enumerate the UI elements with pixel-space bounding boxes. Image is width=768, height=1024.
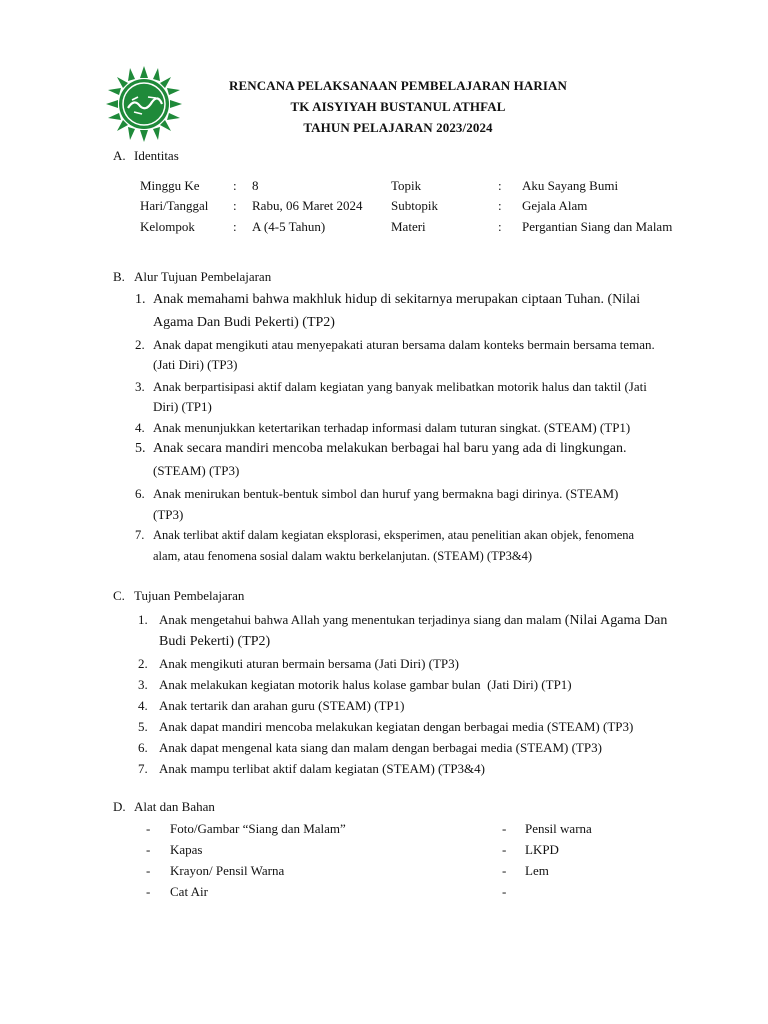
bullet-dash: - (502, 884, 507, 899)
colon: : (498, 198, 502, 213)
academic-year: TAHUN PELAJARAN 2023/2024 (303, 120, 493, 135)
identity-row (0, 219, 768, 237)
item-text-emph: (Nilai Agama Dan (564, 613, 668, 628)
section-b-heading (113, 269, 271, 285)
material-item: Krayon/ Pensil Warna (170, 863, 285, 878)
item-text: Anak tertarik dan arahan guru (STEAM) (TP1) (159, 698, 405, 713)
identity-value: Pergantian Siang dan Malam (522, 219, 673, 234)
item-text: Anak menirukan bentuk-bentuk simbol dan huruf yang bermakna bagi dirinya. (STEAM) (153, 486, 619, 501)
section-letter: B. (113, 269, 125, 284)
item-text: Anak mengetahui bahwa Allah yang menentukan terjadinya siang dan malam (159, 612, 565, 627)
material-item: Kapas (170, 842, 203, 857)
material-item: Lem (525, 863, 549, 878)
item-text: Anak terlibat aktif dalam kegiatan eksplorasi, eksperimen, atau penelitian akan objek, fenomena (153, 528, 635, 542)
school-name: TK AISYIYAH BUSTANUL ATHFAL (290, 99, 506, 114)
item-text: Anak mengikuti aturan bermain bersama (Jati Diri) (TP3) (159, 656, 459, 671)
item-number: 4. (135, 420, 145, 435)
colon: : (498, 178, 502, 193)
identity-row (0, 178, 768, 196)
item-number: 6. (135, 486, 145, 501)
colon: : (233, 198, 237, 213)
material-item: LKPD (525, 842, 559, 857)
item-text-cont: Budi Pekerti) (TP2) (159, 634, 271, 649)
identity-row (0, 198, 768, 216)
identity-key: Kelompok (140, 219, 195, 234)
item-text: Anak dapat mengenal kata siang dan malam dengan berbagai media (STEAM) (TP3) (159, 740, 602, 755)
material-item: Foto/Gambar “Siang dan Malam” (170, 821, 346, 836)
identity-value: A (4-5 Tahun) (252, 219, 326, 234)
item-text: Anak mampu terlibat aktif dalam kegiatan (STEAM) (TP3&4) (159, 761, 485, 776)
identity-key: Materi (391, 219, 426, 234)
section-title: Alur Tujuan Pembelajaran (134, 269, 272, 284)
section-title: Identitas (134, 148, 179, 163)
identity-key: Hari/Tanggal (140, 198, 209, 213)
item-text-cont: (STEAM) (TP3) (153, 463, 240, 478)
bullet-dash: - (146, 884, 151, 899)
item-number: 7. (135, 528, 145, 542)
item-text: Anak berpartisipasi aktif dalam kegiatan yang banyak melibatkan motorik halus dan taktil (Jati (153, 379, 647, 394)
section-a-heading (113, 148, 179, 164)
identity-key: Topik (391, 178, 422, 193)
identity-value: Gejala Alam (522, 198, 588, 213)
item-text-cont: (Jati Diri) (TP3) (153, 357, 238, 372)
section-letter: C. (113, 588, 125, 603)
item-text: Anak secara mandiri mencoba melakukan berbagai hal baru yang ada di lingkungan. (153, 441, 627, 456)
bullet-dash: - (146, 842, 151, 857)
item-text: Anak menunjukkan ketertarikan terhadap informasi dalam tuturan singkat. (STEAM) (TP1) (153, 420, 631, 435)
item-text: Anak memahami bahwa makhluk hidup di sekitarnya merupakan ciptaan Tuhan. (Nilai (153, 292, 641, 307)
material-item: Pensil warna (525, 821, 592, 836)
bullet-dash: - (146, 863, 151, 878)
identity-value: Rabu, 06 Maret 2024 (252, 198, 363, 213)
item-number: 3. (135, 379, 145, 394)
bullet-dash: - (502, 842, 507, 857)
section-letter: D. (113, 799, 126, 814)
identity-value: Aku Sayang Bumi (522, 178, 619, 193)
item-number: 7. (138, 761, 148, 776)
colon: : (498, 219, 502, 234)
colon: : (233, 219, 237, 234)
item-number: 1. (138, 612, 148, 627)
bullet-dash: - (502, 863, 507, 878)
item-text: Anak melakukan kegiatan motorik halus kolase gambar bulan (Jati Diri) (TP1) (159, 677, 572, 692)
item-number: 5. (138, 719, 148, 734)
colon: : (233, 178, 237, 193)
item-number: 4. (138, 698, 148, 713)
item-number: 2. (135, 337, 145, 352)
item-text-cont: alam, atau fenomena sosial dalam waktu berkelanjutan. (STEAM) (TP3&4) (153, 549, 533, 563)
document-title: RENCANA PELAKSANAAN PEMBELAJARAN HARIAN (229, 78, 567, 93)
item-number: 6. (138, 740, 148, 755)
item-number: 2. (138, 656, 148, 671)
identity-value: 8 (252, 178, 259, 193)
identity-key: Minggu Ke (140, 178, 200, 193)
section-title: Tujuan Pembelajaran (134, 588, 245, 603)
identity-key: Subtopik (391, 198, 438, 213)
item-number: 3. (138, 677, 148, 692)
bullet-dash: - (146, 821, 151, 836)
item-number: 5. (135, 441, 146, 456)
section-title: Alat dan Bahan (134, 799, 215, 814)
material-item: Cat Air (170, 884, 208, 899)
item-text: Anak dapat mandiri mencoba melakukan kegiatan dengan berbagai media (STEAM) (TP3) (159, 719, 634, 734)
section-d-heading (113, 799, 215, 815)
item-text-cont: Diri) (TP1) (153, 399, 212, 414)
section-letter: A. (113, 148, 126, 163)
bullet-dash: - (502, 821, 507, 836)
item-text: Anak dapat mengikuti atau menyepakati aturan bersama dalam konteks bermain bersama teman. (153, 337, 655, 352)
item-text-cont: Agama Dan Budi Pekerti) (TP2) (153, 315, 335, 330)
item-number: 1. (135, 292, 146, 307)
item-text-cont: (TP3) (153, 507, 184, 522)
section-c-heading (113, 588, 244, 604)
